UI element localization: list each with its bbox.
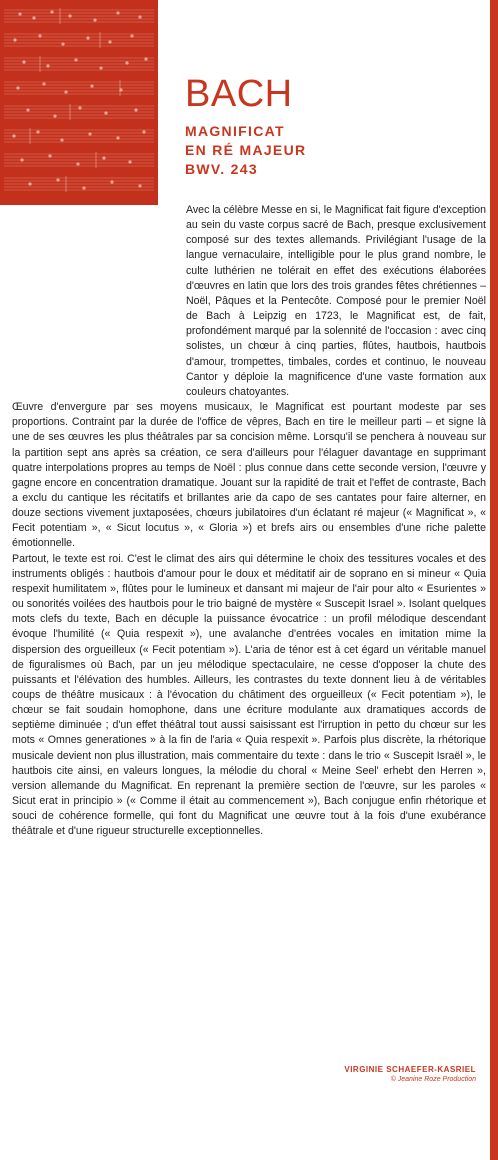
work-title — [185, 122, 306, 179]
paragraph-2: Œuvre d'envergure par ses moyens musicaux, le Magnificat est pourtant modeste par ses proportions. Contraint par la durée de l'office de vêpres, Bach en tire le meilleur parti – et signe là une de ses œuvres les plus théâtrales par sa concision même. Lorsqu'il se penchera à nouveau sur la partition sept ans après sa création, ce sera d'ailleurs pour l'élaguer davantage en supprimant quatre interpolations propres au temps de Noël : plus connue dans cette seconde version, l'œuvre y gagne encore en concentration dramatique. Jouant sur la rapidité de trait et l'effet de contraste, Bach a exclu du cantique les récitatifs et brillantes arie da capo de ses cantates pour faire alterner, en douze sections vivement juxtaposées, chœurs jubilatoires d'un éclatant ré majeur (« Magnificat », « Fecit potentiam », « Sicut locutus », « Gloria ») et brefs airs ou ensembles d'une riche palette émotionnelle. — [12, 401, 486, 550]
score-staff-lines — [0, 0, 158, 205]
red-edge-strip — [490, 0, 498, 1160]
program-notes-text — [12, 203, 486, 840]
work-title-line-1: MAGNIFICAT — [185, 123, 285, 139]
paragraph-3: Partout, le texte est roi. C'est le climat des airs qui détermine le choix des tessitures vocales et des instruments obligés : hautbois d'amour pour le doux et méditatif air de soprano en si mineur « Quia respexit humilitatem », flûtes pour le lumineux et dansant mi majeur de l'air pour alto « Esurientes » ou sonorités voilées des hautbois pour le trio baigné de mystère « Suscepit Israel ». Isolant quelques mots clefs du texte, Bach en décuple la puissance évocatrice : un profil mélodique descendant évoque l'humilité (« Quia respexit »), une avalanche d'entrées vocales en imitation mime la dispersion des orgueilleux (« Fecit potentiam »). L'aria de ténor est à cet égard un véritable manuel de figuralismes où Bach, par un jeu mélodique spectaculaire, ne cesse d'opposer la chute des puissants et l'élévation des humbles. Ailleurs, les contrastes du texte donnent lieu à de véritables coups de théâtre musicaux : à l'évocation du châtiment des orgueilleux (« Fecit potentiam »), le chœur se fait soudain homophone, dans une écriture modulante aux dramatiques accords de septième diminuée ; d'un effet théâtral tout aussi saisissant est l'irruption in petto du chœur sur les mots « Omnes generationes » à la fin de l'aria « Quia respexit ». Parfois plus discrète, la rhétorique musicale devient non plus illustration, mais commentaire du texte : dans le trio « Suscepit Israël », le hautbois cite ainsi, en valeurs longues, la mélodie du choral « Meine Seel' erhebt den Herren », version allemande du Magnificat. En reprenant la première section de l'œuvre, sur les paroles « Sicut erat in principio » (« Comme il était au commencement »), Bach conjugue enfin rhétorique et souci de cohérence formelle, qui font du Magnificat une œuvre tout à la fois d'une exubérance théâtrale et d'une rigueur structurelle exceptionnelles. — [12, 552, 486, 838]
manuscript-score-image — [0, 0, 158, 205]
copyright-credit: © Jeanine Roze Production — [390, 1076, 476, 1083]
signature-block — [344, 1065, 476, 1083]
author-name: VIRGINIE SCHAEFER-KASRIEL — [344, 1065, 476, 1074]
paragraph-1: Avec la célèbre Messe en si, le Magnificat fait figure d'exception au sein du vaste corpus sacré de Bach, presque exclusivement composé sur des textes allemands. Privilégiant l'usage de la langue vernaculaire, intelligible pour le plus grand nombre, le culte luthérien ne tolérait en effet des exécutions élaborées d'œuvres en latin que lors des trois grandes fêtes chrétiennes – Noël, Pâques et la Pentecôte. Composé pour le premier Noël de Bach à Leipzig en 1723, le Magnificat est, de fait, profondément marqué par la solennité de l'occasion : avec cinq solistes, un chœur à cinq parties, flûtes, hautbois, hautbois d'amour, trompettes, timbales, cordes et continuo, le nouveau Cantor y déploie la magnificence d'une vaste formation aux couleurs chatoyantes. — [186, 204, 486, 398]
work-title-line-3: BWV. 243 — [185, 161, 258, 177]
composer-name: BACH — [185, 73, 293, 115]
work-title-line-2: EN RÉ MAJEUR — [185, 142, 307, 158]
